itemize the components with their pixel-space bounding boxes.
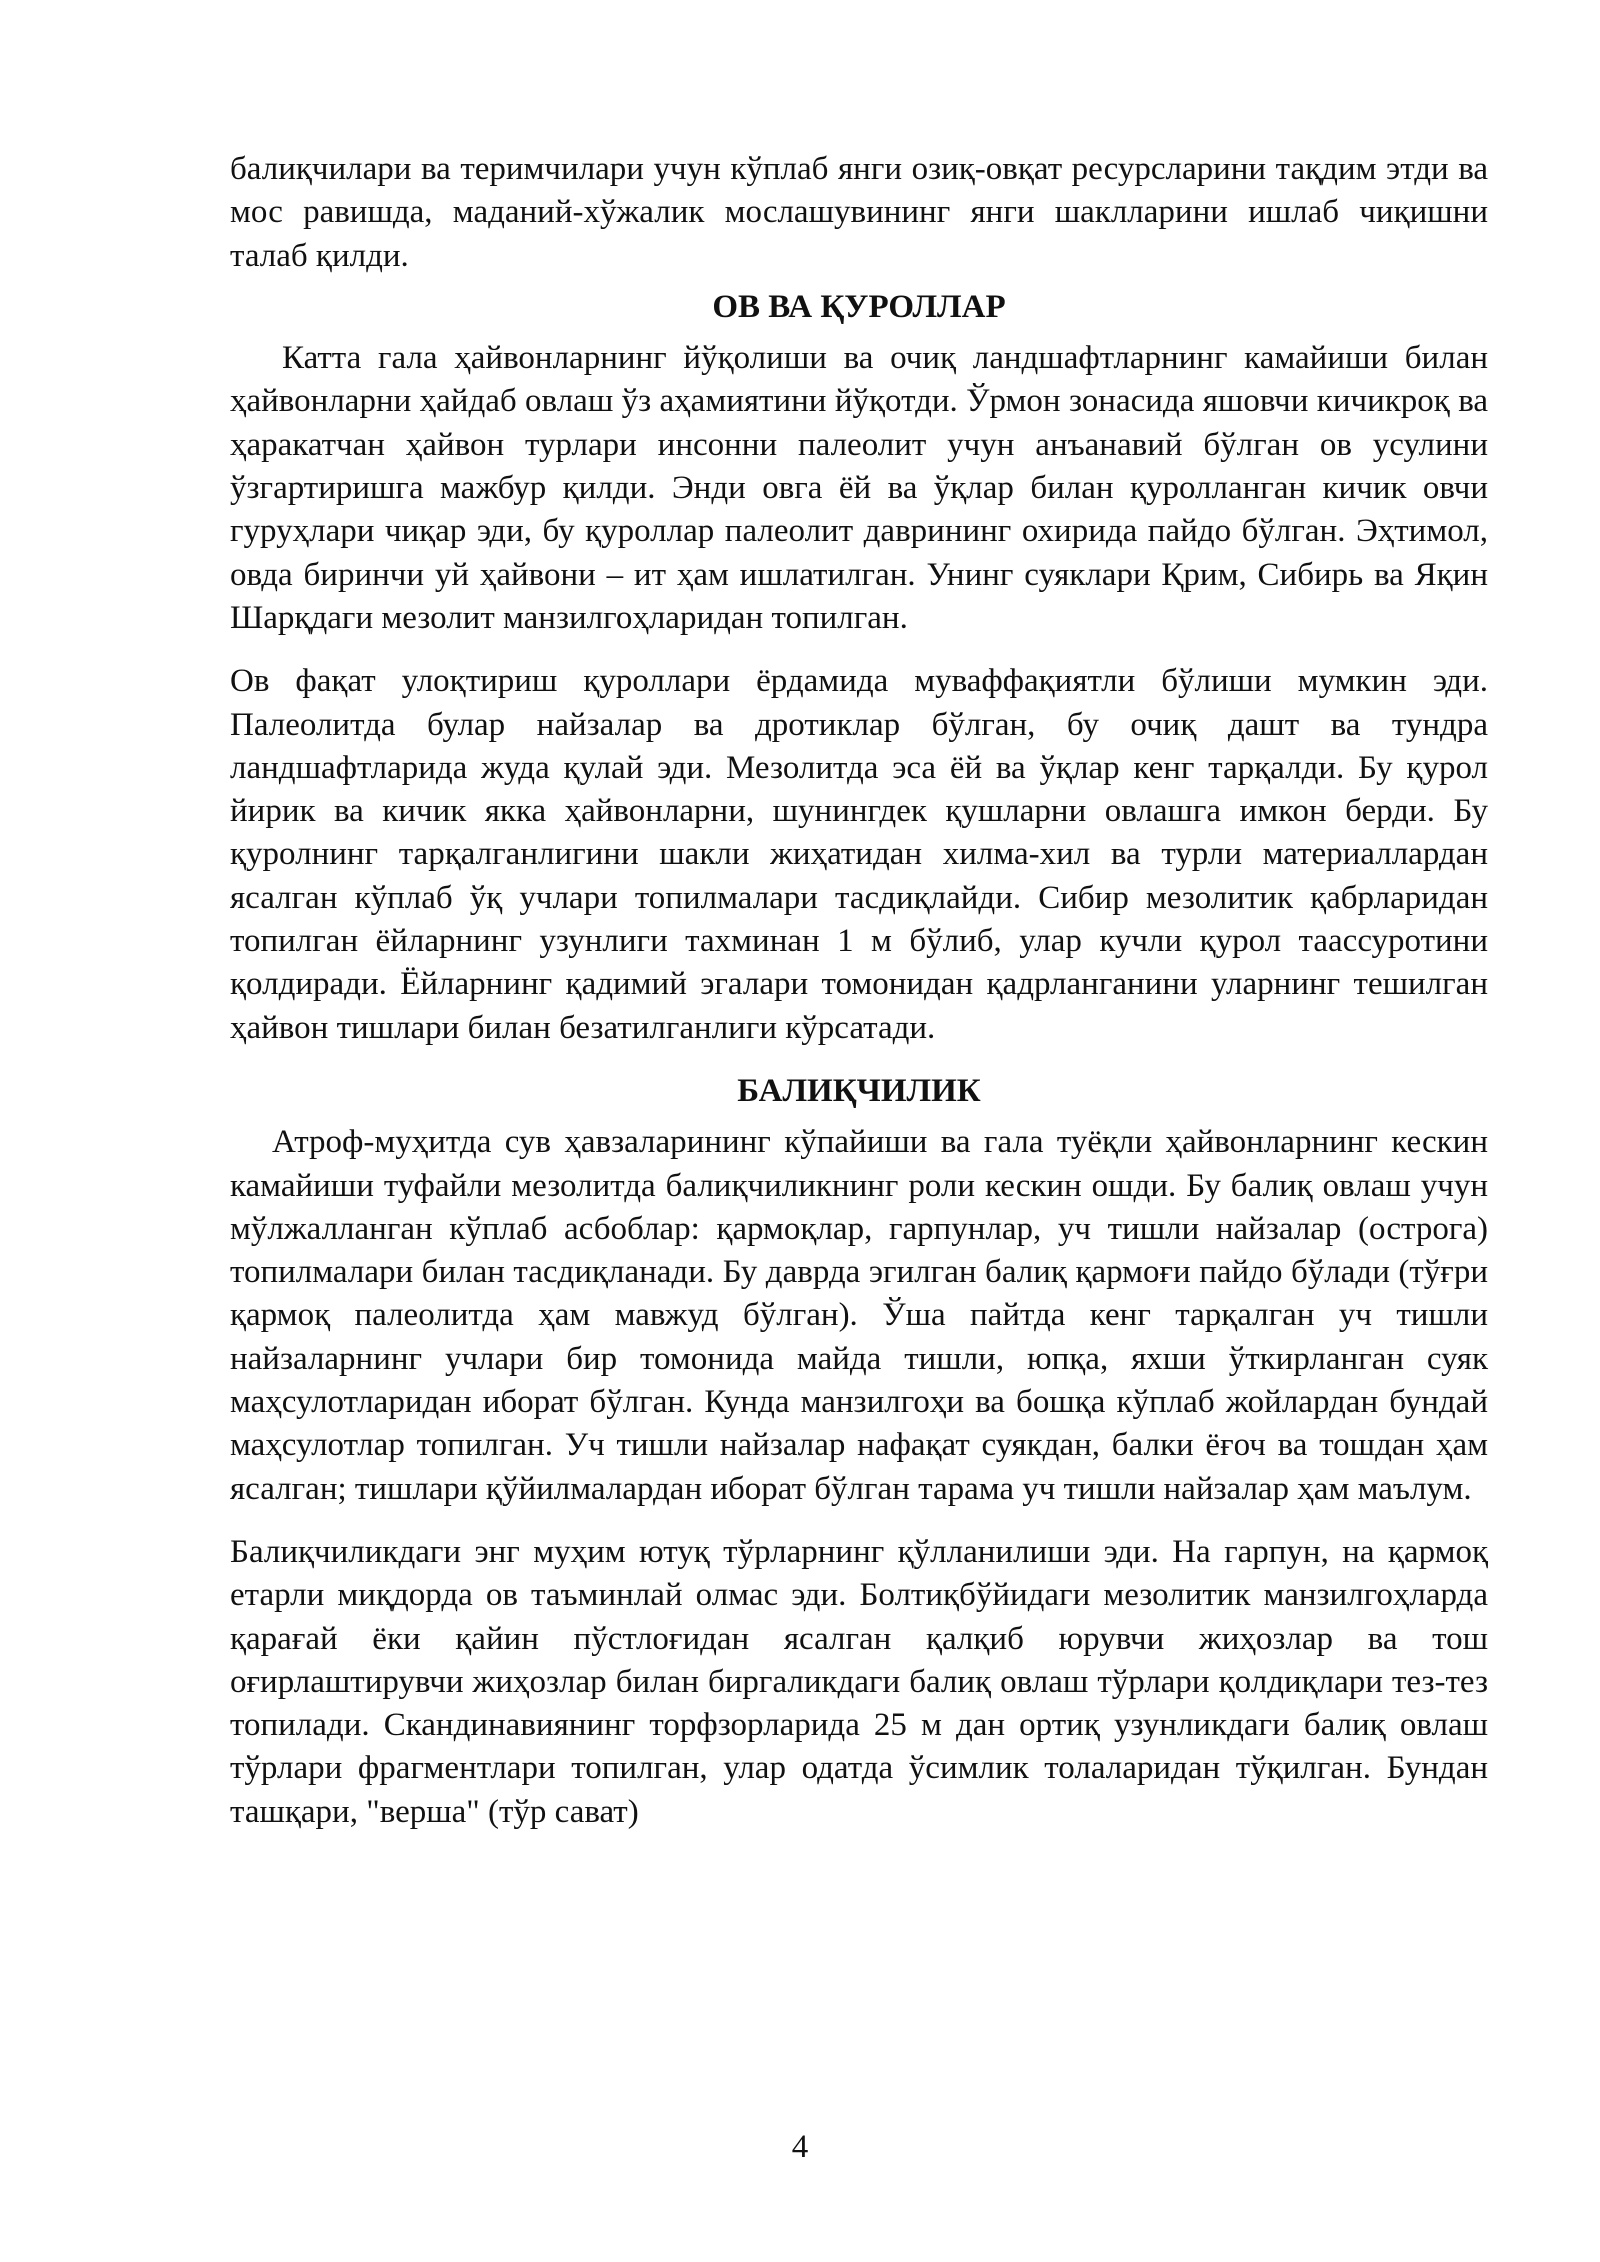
paragraph-fishing-tools: Атроф-муҳитда сув ҳавзаларининг кўпайиши ва гала туёқли ҳайвонларнинг кескин камайиши туфайли мезолитда балиқчиликнинг роли кескин ошди. Бу балиқ овлаш учун мўлжалланган кўплаб асбоблар: қармоқлар, гарпунлар, уч тишли найзалар (острога) топилмалари билан тасдиқланади. Бу даврда эгилган балиқ қармоғи пайдо бўлади (тўғри қармоқ палеолитда ҳам мавжуд бўлган). Ўша пайтда кенг тарқалган уч тишли найзаларнинг учлари бир томонида майда тишли, юпқа, яхши ўткирланган суяк маҳсулотларидан иборат бўлган. Кунда манзилгоҳи ва бошқа кўплаб жойлардан бундай маҳсулотлар топилган. Уч тишли найзалар нафақат суякдан, балки ёғоч ва тошдан ҳам ясалган; тишлари қўйилмалардан иборат бўлган тарама уч тишли найзалар ҳам маълум. <box>230 1124 1488 1507</box>
paragraph-weapons: Ов фақат улоқтириш қуроллари ёрдамида муваффақиятли бўлиши мумкин эди. Палеолитда булар найзалар ва дротиклар бўлган, бу очиқ дашт ва тундра ландшафтларида жуда қулай эди. Мезолитда эса ёй ва ўқлар кенг тарқалди. Бу қурол йирик ва кичик якка ҳайвонларни, шунингдек қушларни овлашга имкон берди. Бу қуролнинг тарқалганлигини шакли жиҳатидан хилма-хил ва турли материаллардан ясалган кўплаб ўқ учлари топилмалари тасдиқлайди. Сибир мезолитик қабрларидан топилган ёйларнинг узунлиги тахминан 1 м бўлиб, улар кучли қурол таассуротини қолдиради. Ёйларнинг қадимий эгалари томонидан қадрланганини уларнинг тешилган ҳайвон тишлари билан безатилганлиги кўрсатади. <box>230 663 1488 1046</box>
paragraph-hunting: Катта гала ҳайвонларнинг йўқолиши ва очиқ ландшафтларнинг камайиши билан ҳайвонларни ҳайдаб овлаш ўз аҳамиятини йўқотди. Ўрмон зонасида яшовчи кичикроқ ва ҳаракатчан ҳайвон турлари инсонни палеолит учун анъанавий бўлган ов усулини ўзгартиришга мажбур қилди. Энди овга ёй ва ўқлар билан қуролланган кичик овчи гуруҳлари чиқар эди, бу қуроллар палеолит даврининг охирида пайдо бўлган. Эҳтимол, овда биринчи уй ҳайвони – ит ҳам ишлатилган. Унинг суяклари Қрим, Сибирь ва Яқин Шарқдаги мезолит манзилгоҳларидан топилган. <box>230 340 1488 636</box>
paragraph-continuation: балиқчилари ва теримчилари учун кўплаб янги озиқ-овқат ресурсларини тақдим этди ва мос равишда, маданий-хўжалик мослашувининг янги шаклларини ишлаб чиқишни талаб қилди. <box>230 151 1488 274</box>
section-heading-hunting-weapons: ОВ ВА ҚУРОЛЛАР <box>712 288 1006 325</box>
paragraph-fishing-nets: Балиқчиликдаги энг муҳим ютуқ тўрларнинг қўлланилиши эди. На гарпун, на қармоқ етарли миқдорда ов таъминлай олмас эди. Болтиқбўйидаги мезолитик манзилгоҳларда қарағай ёки қайин пўстлоғидан ясалган қалқиб юрувчи жиҳозлар ва тош оғирлаштирувчи жиҳозлар билан биргаликдаги балиқ овлаш тўрлари қолдиқлари тез-тез топилади. Скандинавиянинг торфзорларида 25 м дан ортиқ узунликдаги балиқ овлаш тўрлари фрагментлари топилган, улар одатда ўсимлик толаларидан тўқилган. Бундан ташқари, "верша" (тўр сават) <box>230 1533 1488 1830</box>
section-heading-fishing: БАЛИҚЧИЛИК <box>737 1072 981 1109</box>
page-content <box>230 148 1488 1834</box>
page-number: 4 <box>791 2129 809 2165</box>
